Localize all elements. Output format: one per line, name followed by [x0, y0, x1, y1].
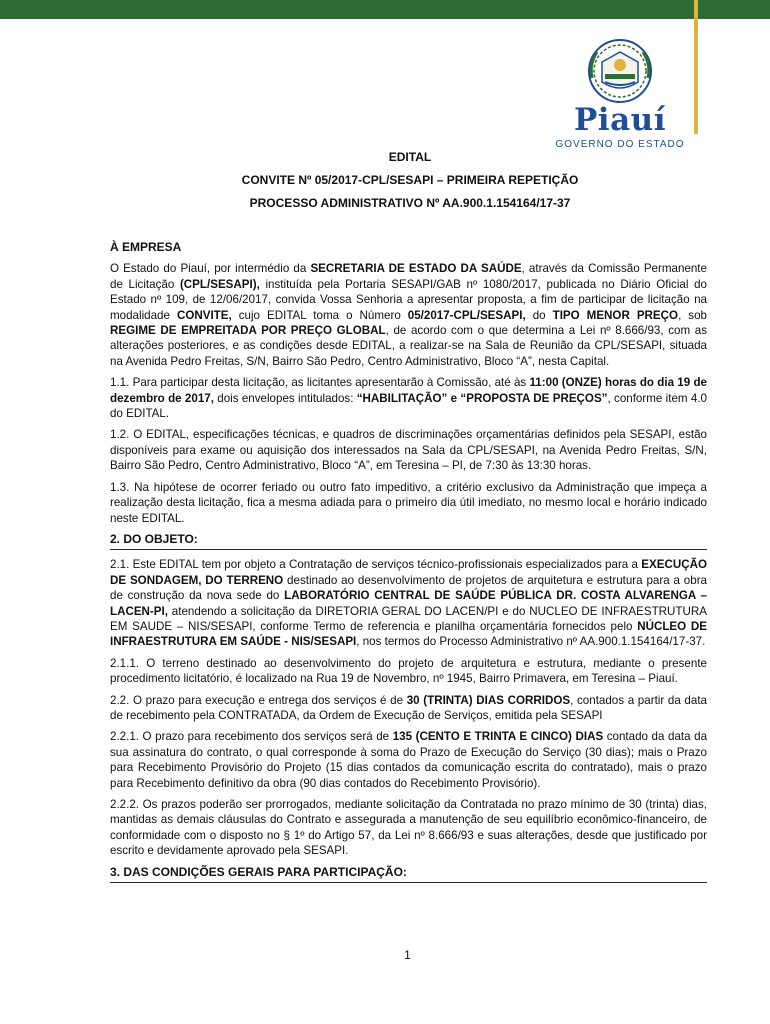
document-body — [110, 240, 707, 890]
state-seal-icon — [585, 38, 655, 104]
paragraph-2-1: 2.1. Este EDITAL tem por objeto a Contratação de serviços técnico-profissionais especializados para a EXECUÇÃO DE SONDAGEM, DO TERRENO destinado ao desenvolvimento de projetos de arquitetura e estrutura para a obra de construção da nova sede do LABORATÓRIO CENTRAL DE SAÚDE PÚBLICA DR. COSTA ALVARENGA – LACEN-PI, atendendo a solicitação da DIRETORIA GERAL DO LACEN/PI e do NUCLEO DE INFRAESTRUTURA EM SAUDE – NIS/SESAPI, conforme Termo de referencia e planilha orçamentária fornecidos pelo NÚCLEO DE INFRAESTRUTURA EM SAÚDE - NIS/SESAPI, nos termos do Processo Administrativo nº AA.900.1.154164/17-37. — [110, 558, 708, 649]
section-heading-empresa: À EMPRESA — [110, 240, 182, 254]
document-title: EDITAL — [388, 150, 432, 164]
top-green-band — [0, 0, 770, 19]
logo-subtitle: GOVERNO DO ESTADO — [555, 139, 685, 150]
paragraph-2-1-1: 2.1.1. O terreno destinado ao desenvolvimento do projeto de arquitetura e estrutura, mediante o presente procedimento licitatório, é localizado na Rua 19 de Novembro, nº 1945, Bairro Primavera, em Teresina – Piauí. — [110, 656, 707, 686]
paragraph-1-2: 1.2. O EDITAL, especificações técnicas, e quadros de discriminações orçamentárias definidos pela SESAPI, estão disponíveis para exame ou aquisição dos interessados na Sala da CPL/SESAPI, na Avenida Pedro Freitas, S/N, Bairro São Pedro, Centro Administrativo, Bloco “A”, em Teresina – PI, de 7:30 às 13:30 horas. — [110, 428, 707, 473]
paragraph-intro: O Estado do Piauí, por intermédio da SECRETARIA DE ESTADO DA SAÚDE, através da Comissão Permanente de Licitação (CPL/SESAPI), instituída pela Portaria SESAPI/GAB nº 1080/2017, publicada no Diário Oficial do Estado nº 109, de 12/06/2017, convida Vossa Senhoria a apresentar proposta, a fim de participar de licitação na modalidade CONVITE, cujo EDITAL toma o Número 05/2017-CPL/SESAPI, do TIPO MENOR PREÇO, sob REGIME DE EMPREITADA POR PREÇO GLOBAL, de acordo com o que determina a Lei nº 8.666/93, com as alterações posteriores, e as condições desde EDITAL, a realizar-se na Sala de Reunião da CPL/SESAPI, situada na Avenida Pedro Freitas, S/N, Bairro São Pedro, Centro Administrativo, Bloco “A”, nesta Capital. — [110, 262, 707, 368]
paragraph-1-1: 1.1. Para participar desta licitação, as licitantes apresentarão à Comissão, até às 11:00 (ONZE) horas do dia 19 de dezembro de 2017, dois envelopes intitulados: “HABILITAÇÃO” e “PROPOSTA DE PREÇOS”, conforme item 4.0 do EDITAL. — [110, 376, 707, 421]
convite-line: CONVITE Nº 05/2017-CPL/SESAPI – PRIMEIRA REPETIÇÃO — [241, 173, 579, 187]
processo-line: PROCESSO ADMINISTRATIVO Nº AA.900.1.154164/17-37 — [249, 196, 571, 210]
paragraph-2-2-1: 2.2.1. O prazo para recebimento dos serviços será de 135 (CENTO E TRINTA E CINCO) DIAS contado da data da sua assinatura do contrato, o qual corresponde à soma do Prazo de Execução do Serviço (30 dias); mais o Prazo para Recebimento Provisório do Projeto (15 dias contados da comunicação escrita do contratado), mais o prazo para Recebimento definitivo da obra (90 dias contados do Recebimento Provisório). — [110, 730, 708, 790]
logo-name: Piauí — [574, 102, 666, 138]
piaui-logo — [555, 38, 685, 158]
paragraph-2-2-2: 2.2.2. Os prazos poderão ser prorrogados, mediante solicitação da Contratada no prazo mínimo de 30 (trinta) dias, mantidas as demais cláusulas do Contrato e assegurada a manutenção de seu equilíbrio econômico-financeiro, de conformidade com o disposto no § 1º do Artigo 57, da Lei nº 8.666/93 e suas alterações, desde que justificado por escrito e devidamente aprovado pela SESAPI. — [110, 798, 707, 858]
paragraph-2-2: 2.2. O prazo para execução e entrega dos serviços é de 30 (TRINTA) DIAS CORRIDOS, contados a partir da data de recebimento pela CONTRATADA, da Ordem de Execução de Serviços, emitida pela SESAPI — [110, 693, 707, 722]
page-number: 1 — [404, 948, 411, 962]
top-accent-stripe — [694, 0, 698, 134]
section-heading-objeto: 2. DO OBJETO: — [110, 532, 707, 550]
paragraph-1-3: 1.3. Na hipótese de ocorrer feriado ou outro fato impeditivo, a critério exclusivo da Administração que impeça a realização desta licitação, fica a mesma adiada para o primeiro dia útil imediato, no mesmo local e horário indicado neste EDITAL. — [110, 480, 707, 525]
section-heading-condicoes: 3. DAS CONDIÇÕES GERAIS PARA PARTICIPAÇÃO: — [110, 865, 707, 883]
